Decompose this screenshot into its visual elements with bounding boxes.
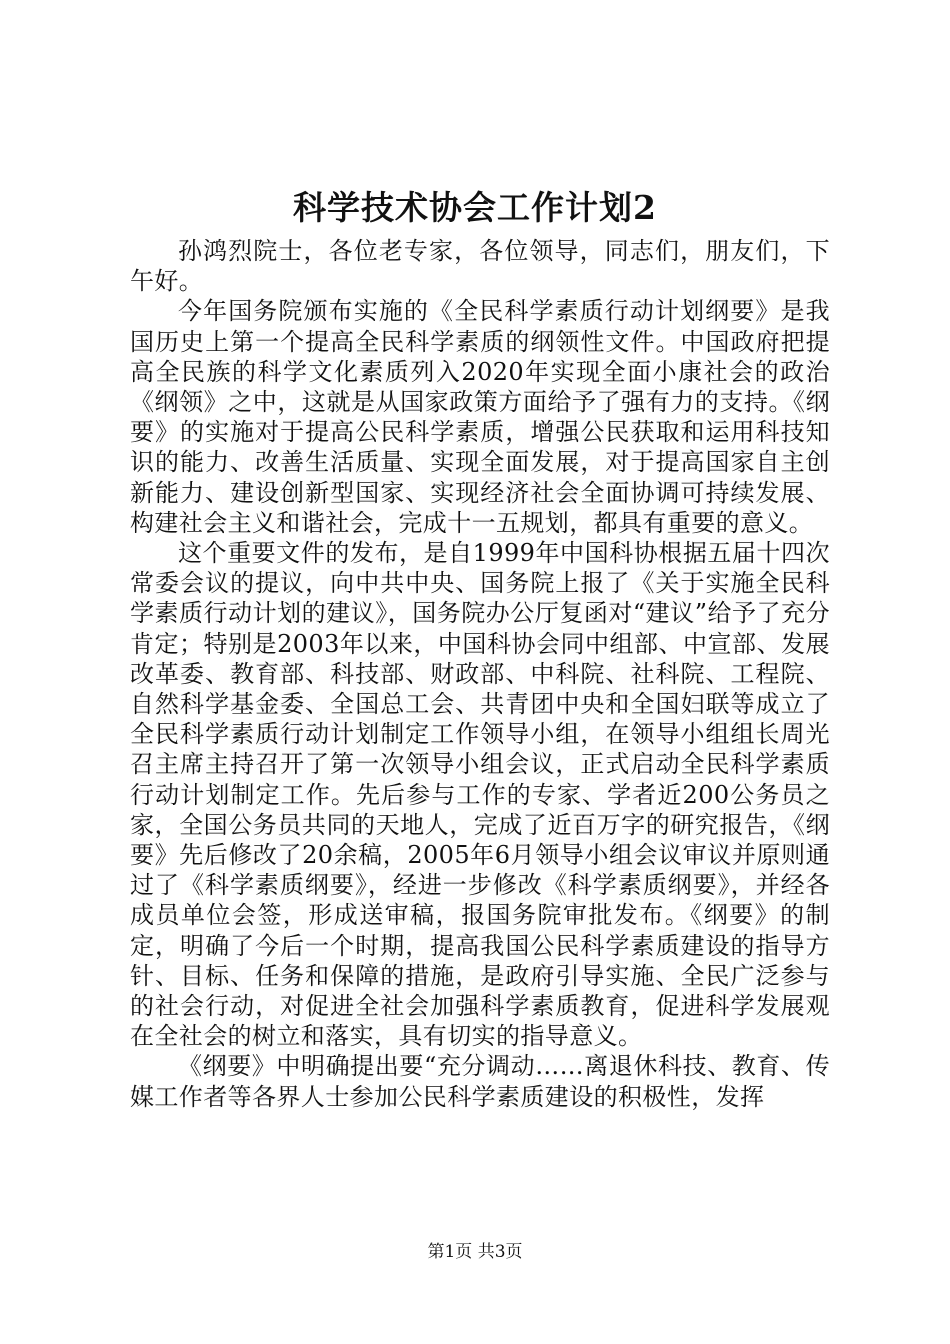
page-number-footer: 第1页 共3页 [427, 1242, 523, 1262]
paragraph-outline-requirements: 《纲要》中明确提出要“充分调动……离退休科技、教育、传媒工作者等各界人士参加公民科学素质建设的积极性，发挥 [130, 1052, 830, 1111]
document-title: 科学技术协会工作计划2 [293, 188, 657, 227]
document-body [130, 236, 830, 1112]
paragraph-outline-intro: 今年国务院颁布实施的《全民科学素质行动计划纲要》是我国历史上第一个提高全民科学素质的纲领性文件。中国政府把提高全民族的科学文化素质列入2020年实现全面小康社会的政治《纲领》之中，这就是从国家政策方面给予了强有力的支持。《纲要》的实施对于提高公民科学素质，增强公民获取和运用科技知识的能力、改善生活质量、实现全面发展，对于提高国家自主创新能力、建设创新型国家、实现经济社会全面协调可持续发展、构建社会主义和谐社会，完成十一五规划，都具有重要的意义。 [130, 297, 830, 537]
paragraph-outline-history: 这个重要文件的发布，是自1999年中国科协根据五届十四次常委会议的提议，向中共中央、国务院上报了《关于实施全民科学素质行动计划的建议》，国务院办公厅复函对“建议”给予了充分肯定；特别是2003年以来，中国科协会同中组部、中宣部、发展改革委、教育部、科技部、财政部、中科院、社科院、工程院、自然科学基金委、全国总工会、共青团中央和全国妇联等成立了全民科学素质行动计划制定工作领导小组，在领导小组组长周光召主席主持召开了第一次领导小组会议，正式启动全民科学素质行动计划制定工作。先后参与工作的专家、学者近200公务员之家，全国公务员共同的天地人，完成了近百万字的研究报告，《纲要》先后修改了20余稿，2005年6月领导小组会议审议并原则通过了《科学素质纲要》，经进一步修改《科学素质纲要》，并经各成员单位会签，形成送审稿，报国务院审批发布。《纲要》的制定，明确了今后一个时期，提高我国公民科学素质建设的指导方针、目标、任务和保障的措施，是政府引导实施、全民广泛参与的社会行动，对促进全社会加强科学素质教育，促进科学发展观在全社会的树立和落实，具有切实的指导意义。 [130, 539, 830, 1051]
paragraph-greeting: 孙鸿烈院士，各位老专家，各位领导，同志们，朋友们，下午好。 [130, 237, 830, 296]
